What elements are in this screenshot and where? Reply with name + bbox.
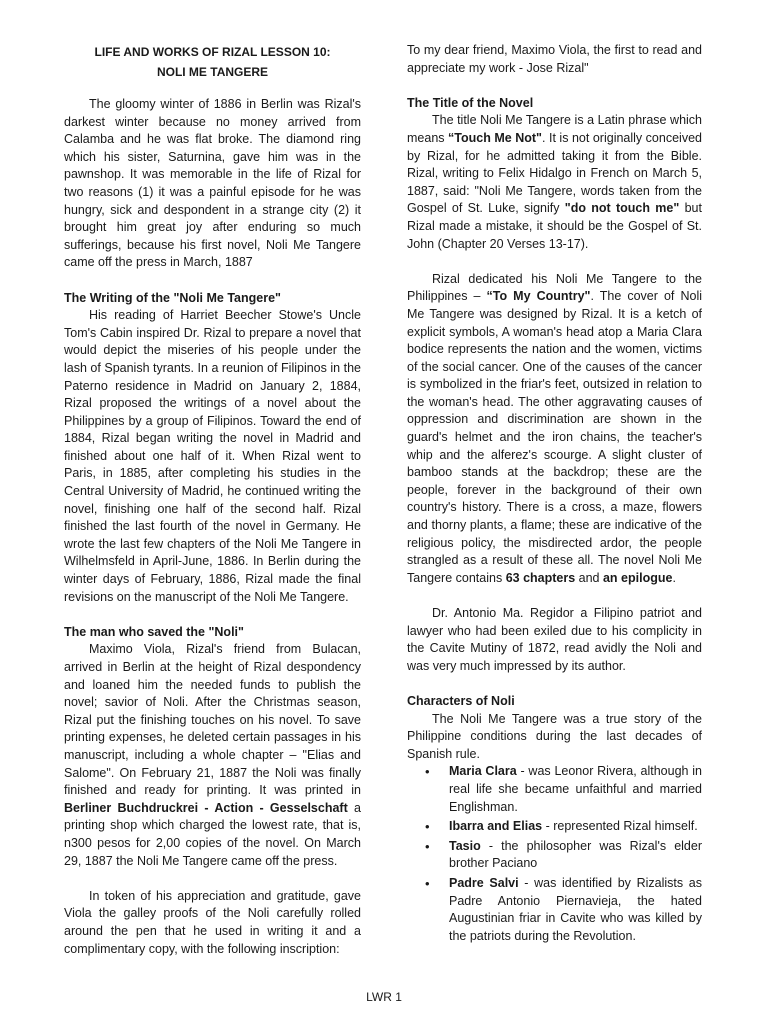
character-desc: - the philosopher was Rizal's elder brother Paciano xyxy=(449,838,702,871)
touch-me-not-phrase: “Touch Me Not" xyxy=(448,130,542,145)
page-title xyxy=(64,42,361,82)
character-desc: - was identified by Rizalists as Padre Antonio Piernavieja, the hated Augustinian friar in Cavite who was killed by the patriots during the Revolution. xyxy=(449,875,703,943)
page-footer: LWR 1 xyxy=(366,990,402,1004)
title-line-2: NOLI ME TANGERE xyxy=(156,65,269,79)
character-name: Maria Clara xyxy=(449,764,517,779)
saved-paragraph xyxy=(64,641,361,870)
saved-text-start: Maximo Viola, Rizal's friend from Bulacan, arrived in Berlin at the height of Rizal despondency and loaned him the needed funds to publish the novel; savior of Noli. After the Christmas season, Rizal put the finishing touches on his novel. To save printing expenses, he deleted certain passages in his manuscript, including a whole chapter – "Elias and Salome". On February 21, 1887 the Noli was finally finished and ready for printing. It was printed in xyxy=(64,642,361,798)
character-desc: - represented Rizal himself. xyxy=(542,819,698,834)
dedication-text-2: . The cover of Noli Me Tangere was designed by Rizal. It is a ketch of explicit symbols, A woman's head atop a Maria Clara bodice represents the nation and the women, victims of the social cancer. One of the causes of the cancer is symbolized in the friar's feet, outsized in relation to the woman's head. The other aggravating causes of oppression and discrimination are shown in the guard's helmet and the iron chains, the teacher's whip and the alferez's scourge. A slight cluster of bamboo stands at the backdrop; these are the people, forever in the background of their own country's history. There is a cross, a maze, flowers and thorny plants, a flame; these are indicative of the religious policy, the misdirected ardor, the people strangled as a result of these all. The novel Noli Me Tangere contains xyxy=(407,289,702,585)
characters-intro: The Noli Me Tangere was a true story of the Philippine conditions during the last decades of Spanish rule. xyxy=(407,711,702,761)
bullet-icon: • xyxy=(425,838,430,854)
right-column xyxy=(407,42,702,947)
dedication-and: and xyxy=(575,570,603,585)
intro-paragraph: The gloomy winter of 1886 in Berlin was Rizal's darkest winter because no money arrived from Calamba and he was flat broke. The diamond ring which his sister, Saturnina, gave him was in the pawnshop. It was memorable in the life of Rizal for two reasons (1) it was a painful episode for he was hungry, sick and despondent in a strange city (2) it brought him great joy after enduring so much sufferings, because his first novel, Noli Me Tangere came off the press in March, 1887 xyxy=(64,97,361,270)
character-name: Padre Salvi xyxy=(449,875,519,890)
bullet-icon: • xyxy=(425,764,430,780)
chapters-count: 63 chapters xyxy=(505,570,576,585)
characters-list xyxy=(407,763,702,945)
inscription-paragraph: To my dear friend, Maximo Viola, the first to read and appreciate my work - Jose Rizal" xyxy=(407,43,702,75)
epilogue-text: an epilogue xyxy=(602,570,673,585)
title-section-paragraph xyxy=(407,112,702,253)
writing-paragraph: His reading of Harriet Beecher Stowe's Uncle Tom's Cabin inspired Dr. Rizal to prepare a novel that would depict the miseries of his people under the lash of Spanish tyrants. In a reunion of Filipinos in the Paterno residence in Madrid on January 2, 1884, Rizal proposed the writings of a novel about the Philippines by a group of Filipinos. Toward the end of 1884, Rizal began writing the novel in Madrid and finished about one half of it. When Rizal went to Paris, in 1885, after completing his studies in the Central University of Madrid, he continued writing the novel, finishing one half of the second half. Rizal finished the last fourth of the novel in Germany. He wrote the last few chapters of the Noli Me Tangere in Wilhelmsfeld in April-June, 1886. In Berlin during the winter days of February, 1886, Rizal made the final revisions on the manuscript of the Noli Me Tangere. xyxy=(64,308,361,604)
title-text-3: but Rizal made a mistake, it should be the Gospel of St. John (Chapter 20 Verses 13-17). xyxy=(407,201,702,251)
dedication-end: . xyxy=(672,570,676,585)
character-item xyxy=(407,818,702,836)
dedication-paragraph xyxy=(407,271,702,588)
printer-name: Berliner Buchdruckrei - Action - Gesselschaft xyxy=(64,800,348,815)
character-item xyxy=(407,875,702,945)
character-item xyxy=(407,763,702,816)
character-name: Tasio xyxy=(449,838,481,853)
token-paragraph: In token of his appreciation and gratitude, gave Viola the galley proofs of the Noli carefully rolled around the pen that he used in writing it and a complimentary copy, with the following inscription: xyxy=(64,888,361,956)
bullet-icon: • xyxy=(425,819,430,835)
writing-heading: The Writing of the "Noli Me Tangere" xyxy=(64,290,281,305)
do-not-touch-phrase: "do not touch me" xyxy=(564,201,680,216)
saved-heading: The man who saved the "Noli" xyxy=(64,624,244,639)
title-text-2: . It is not originally conceived by Rizal, for he admitted taking it from the Bible. Rizal, writing to Felix Hidalgo in French on March 5, 1887, said: "Noli Me Tangere, words taken from the Gospel of St. Luke, signify xyxy=(407,130,702,216)
regidor-paragraph: Dr. Antonio Ma. Regidor a Filipino patriot and lawyer who had been exiled due to his complicity in the Cavite Mutiny of 1872, read avidly the Noli and was very much impressed by its author. xyxy=(407,606,702,673)
left-column xyxy=(64,42,361,958)
character-item xyxy=(407,838,702,873)
title-text-1: The title Noli Me Tangere is a Latin phrase which means xyxy=(407,113,702,145)
to-my-country-phrase: “To My Country" xyxy=(486,289,591,304)
character-name: Ibarra and Elias xyxy=(449,819,543,834)
bullet-icon: • xyxy=(425,875,430,891)
characters-heading: Characters of Noli xyxy=(407,693,515,708)
dedication-text-1: Rizal dedicated his Noli Me Tangere to the Philippines – xyxy=(407,271,702,304)
saved-text-end: a printing shop which charged the lowest rate, that is, n300 pesos for 2,00 copies of the novel. On March 29, 1887 the Noli Me Tangere came off the press. xyxy=(64,800,361,868)
character-desc: - was Leonor Rivera, although in real life she became unfaithful and married Englishman. xyxy=(449,764,702,814)
title-section-heading: The Title of the Novel xyxy=(407,95,534,110)
title-line-1: LIFE AND WORKS OF RIZAL LESSON 10: xyxy=(94,45,331,59)
